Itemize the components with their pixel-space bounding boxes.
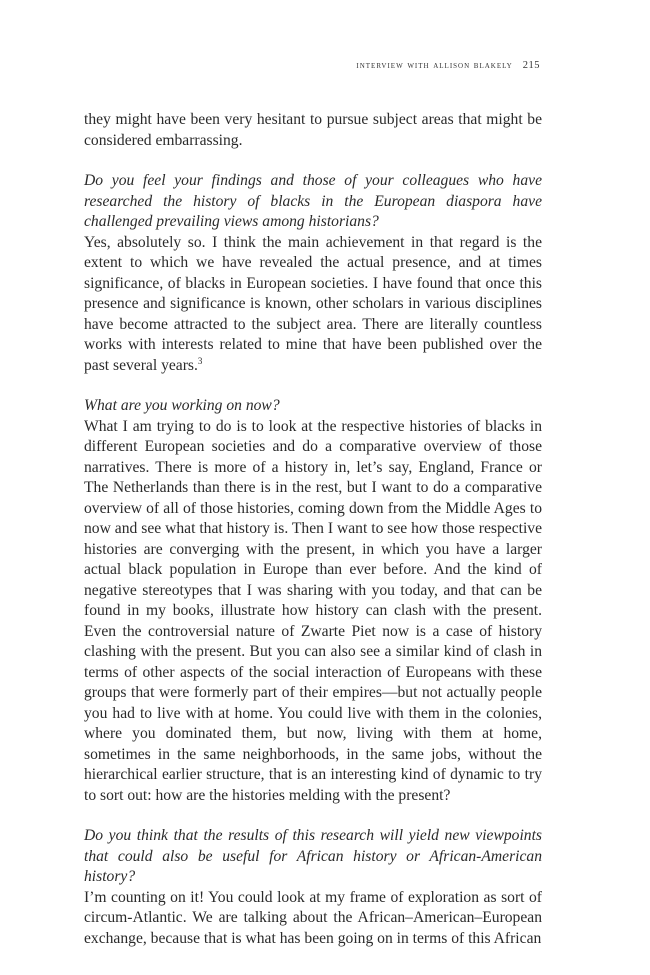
- paragraph-continuation: they might have been very hesitant to pursue subject areas that might be considered embarrassing.: [84, 111, 542, 149]
- interview-question-1: Do you feel your findings and those of your colleagues who have researched the history of blacks in the European diaspora have challenged prevailing views among historians?: [84, 172, 542, 230]
- running-head: [356, 60, 540, 71]
- page-number: 215: [522, 60, 540, 71]
- interview-answer-1: [84, 233, 542, 377]
- body-text: [84, 110, 542, 949]
- interview-question-2: What are you working on now?: [84, 397, 280, 414]
- interview-answer-2: What I am trying to do is to look at the respective histories of blacks in different European societies and do a comparative overview of those narratives. There is more of a history in, let’s say, England, France or The Netherlands than there is in the rest, but I want to do a comparative overview of all of those histories, coming down from the Middle Ages to now and see what that history is. Then I want to see how those respective histories are converging with the present, in which you have a larger actual black population in Europe than ever before. And the kind of negative stereotypes that I was sharing with you today, and that can be found in my books, illustrate how history can clash with the present. Even the controversial nature of Zwarte Piet now is a case of history clashing with the present. But you can also see a similar kind of clash in terms of other aspects of the social interaction of Europeans with these groups that were formerly part of their empires—but not actually people you had to live with at home. You could live with them in the colonies, where you dominated them, but now, living with them at home, sometimes in the same neighborhoods, in the same jobs, without the hierarchical earlier structure, that is an interesting kind of dynamic to try to sort out: how are the histories melding with the present?: [84, 417, 542, 804]
- running-title: interview with allison blakely: [356, 60, 513, 71]
- footnote-marker: 3: [197, 355, 203, 366]
- answer-1-text: Yes, absolutely so. I think the main achievement in that regard is the extent to which we have revealed the actual presence, and at times significance, of blacks in European societies. I have found that once this presence and significance is known, other scholars in various disciplines have become attracted to the subject area. There are literally countless works with interests related to mine that have been published over the past several years.: [84, 233, 542, 374]
- interview-answer-3: I’m counting on it! You could look at my frame of exploration as sort of circum-Atlantic. We are talking about the African–American–European exchange, because that is what has been going on in terms of this African: [84, 888, 542, 947]
- interview-question-3: Do you think that the results of this research will yield new viewpoints that could also be useful for African history or African-American history?: [84, 827, 542, 885]
